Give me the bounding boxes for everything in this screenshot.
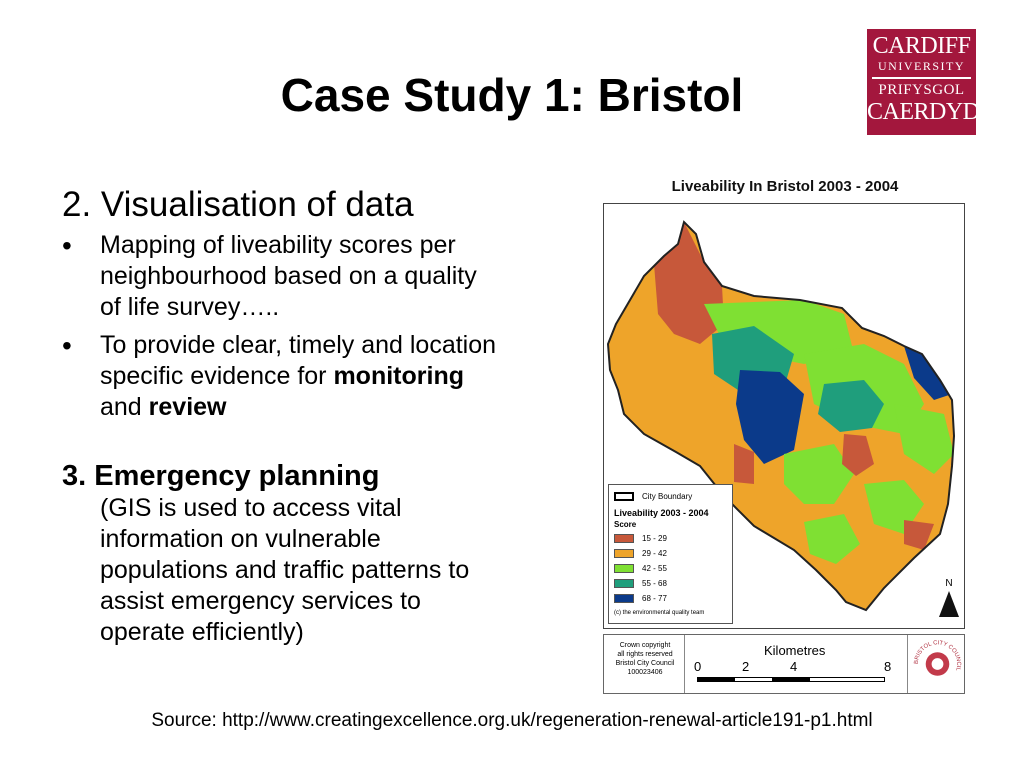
bullet-item	[62, 330, 502, 423]
north-label: N	[945, 578, 953, 589]
bullet-icon: •	[62, 330, 72, 361]
legend-swatch	[614, 549, 634, 558]
slide-text-column	[62, 184, 502, 648]
legend-class-row	[614, 561, 727, 576]
scale-segment	[772, 678, 809, 681]
legend-title: Liveability 2003 - 2004	[614, 508, 709, 518]
legend-class-label: 55 - 68	[642, 579, 667, 588]
legend-class-label: 15 - 29	[642, 534, 667, 543]
bullet-bold-review: review	[148, 393, 227, 421]
slide-title: Case Study 1: Bristol	[280, 69, 744, 121]
source-citation: Source: http://www.creatingexcellence.org.uk/regeneration-renewal-article191-p1.html	[151, 710, 873, 731]
legend-class-label: 29 - 42	[642, 549, 667, 558]
section-3-heading: 3. Emergency planning	[62, 460, 380, 492]
scale-tick-label: 0	[694, 659, 702, 674]
bullet-icon: •	[62, 230, 72, 261]
copyright-line: Crown copyright	[619, 642, 671, 649]
logo-line-caerdydd: CAERDYD	[867, 99, 980, 125]
bullet-bold-monitoring: monitoring	[333, 362, 464, 390]
legend-class-label: 42 - 55	[642, 564, 667, 573]
north-arrow-icon	[939, 591, 959, 617]
council-logo-text: BRISTOL CITY COUNCIL	[913, 640, 962, 672]
scale-units-label: Kilometres	[764, 643, 826, 658]
logo-divider	[872, 77, 971, 79]
legend-swatch	[614, 579, 634, 588]
bullet-item	[62, 230, 502, 323]
cardiff-university-logo	[867, 29, 980, 135]
scale-ticks	[694, 659, 894, 673]
section-2-heading: 2. Visualisation of data	[62, 185, 414, 224]
legend-swatch	[614, 534, 634, 543]
logo-line-cardiff: CARDIFF	[872, 33, 971, 59]
legend-boundary-label: City Boundary	[642, 492, 693, 501]
bullet-text-start: To provide clear, timely and location specific evidence for	[100, 331, 497, 390]
legend-class-row	[614, 531, 727, 546]
copyright-line: all rights reserved	[617, 651, 673, 658]
scale-tick-label: 4	[790, 659, 798, 674]
section-3-body: (GIS is used to access vital information on vulnerable populations and traffic patterns to assist emergency services to operate efficiently)	[100, 494, 470, 646]
legend-class-row	[614, 591, 727, 606]
map-legend	[608, 484, 733, 624]
legend-boundary-row	[614, 489, 727, 504]
footer-divider	[907, 635, 908, 693]
scale-segment	[810, 678, 884, 681]
bristol-city-council-logo	[910, 636, 965, 692]
logo-line-prifysgol: PRIFYSGOL	[878, 82, 965, 98]
copyright-line: Bristol City Council	[615, 660, 675, 667]
logo-line-university: UNIVERSITY	[878, 59, 965, 73]
legend-class-row	[614, 576, 727, 591]
legend-swatch	[614, 594, 634, 603]
bullet-text: Mapping of liveability scores per neighbourhood based on a quality of life survey…..	[100, 231, 477, 321]
bullet-text-mid: and	[100, 393, 149, 421]
legend-score-label: Score	[614, 520, 637, 529]
map-title: Liveability In Bristol 2003 - 2004	[671, 178, 899, 195]
copyright-notice	[606, 641, 684, 677]
copyright-line: 100023406	[627, 669, 663, 676]
legend-class-row	[614, 546, 727, 561]
scale-segment	[698, 678, 735, 681]
section-2-bullets	[62, 230, 502, 423]
map-footer	[603, 634, 965, 694]
scale-segment	[735, 678, 772, 681]
legend-class-label: 68 - 77	[642, 594, 667, 603]
scale-bar	[697, 677, 885, 682]
legend-swatch	[614, 564, 634, 573]
scale-tick-label: 8	[884, 659, 892, 674]
council-emblem-inner	[932, 658, 944, 670]
footer-divider	[684, 635, 685, 693]
scale-tick-label: 2	[742, 659, 750, 674]
boundary-swatch	[614, 492, 634, 501]
north-arrow	[938, 578, 960, 617]
legend-credit: (c) the environmental quality team	[614, 610, 705, 616]
